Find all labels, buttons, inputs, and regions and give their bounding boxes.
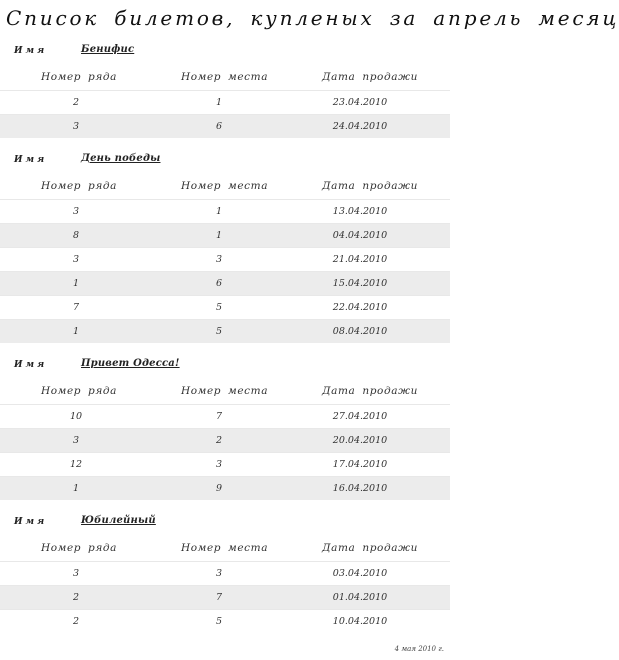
event-name: День победы (81, 153, 161, 164)
cell-row: 2 (72, 592, 80, 603)
cell-row: 12 (69, 459, 83, 470)
cell-seat: 7 (215, 592, 223, 603)
cell-seat: 6 (215, 121, 223, 132)
cell-row: 3 (72, 206, 80, 217)
cell-seat: 1 (215, 206, 223, 217)
table-row (0, 452, 450, 476)
cell-date: 16.04.2010 (332, 483, 388, 494)
name-label: Имя (14, 155, 48, 165)
table-row (0, 223, 450, 247)
group-header (0, 44, 450, 66)
column-header-row: Номер ряда (41, 71, 118, 83)
cell-seat: 5 (215, 326, 223, 337)
column-headers (0, 175, 450, 199)
cell-row: 3 (72, 254, 80, 265)
group-header (0, 515, 450, 537)
report-date: 4 мая 2010 г. (394, 645, 444, 653)
table-row (0, 247, 450, 271)
cell-date: 10.04.2010 (332, 616, 388, 627)
cell-seat: 5 (215, 616, 223, 627)
table-row (0, 476, 450, 500)
cell-date: 22.04.2010 (332, 302, 388, 313)
cell-seat: 6 (215, 278, 223, 289)
cell-row: 3 (72, 121, 80, 132)
cell-seat: 3 (215, 254, 223, 265)
column-header-seat: Номер места (181, 542, 269, 554)
cell-date: 01.04.2010 (332, 592, 388, 603)
column-header-date: Дата продажи (322, 542, 418, 554)
table-row (0, 199, 450, 223)
group-section (0, 358, 450, 500)
table-row (0, 609, 450, 633)
cell-date: 20.04.2010 (332, 435, 388, 446)
cell-date: 03.04.2010 (332, 568, 388, 579)
cell-row: 1 (72, 326, 80, 337)
name-label: Имя (14, 517, 48, 527)
cell-row: 7 (72, 302, 80, 313)
column-header-date: Дата продажи (322, 71, 418, 83)
table-row (0, 585, 450, 609)
ticket-table (0, 404, 450, 500)
table-row (0, 319, 450, 343)
cell-seat: 5 (215, 302, 223, 313)
cell-date: 24.04.2010 (332, 121, 388, 132)
column-header-date: Дата продажи (322, 385, 418, 397)
table-row (0, 90, 450, 114)
cell-seat: 9 (215, 483, 223, 494)
name-label: Имя (14, 46, 48, 56)
group-header (0, 358, 450, 380)
cell-seat: 1 (215, 230, 223, 241)
column-header-row: Номер ряда (41, 180, 118, 192)
report-title: Список билетов, купленых за апрель месяц (6, 6, 619, 30)
cell-seat: 7 (215, 411, 223, 422)
column-header-date: Дата продажи (322, 180, 418, 192)
column-header-seat: Номер места (181, 71, 269, 83)
table-row (0, 561, 450, 585)
cell-row: 1 (72, 483, 80, 494)
cell-seat: 3 (215, 568, 223, 579)
event-name: Привет Одесса! (81, 358, 180, 369)
ticket-table (0, 199, 450, 343)
ticket-table (0, 90, 450, 138)
column-headers (0, 380, 450, 404)
cell-row: 3 (72, 568, 80, 579)
cell-row: 2 (72, 97, 80, 108)
name-label: Имя (14, 360, 48, 370)
column-header-seat: Номер места (181, 385, 269, 397)
cell-date: 17.04.2010 (332, 459, 388, 470)
cell-date: 15.04.2010 (332, 278, 388, 289)
group-section (0, 515, 450, 633)
cell-date: 21.04.2010 (332, 254, 388, 265)
table-row (0, 114, 450, 138)
cell-row: 8 (72, 230, 80, 241)
cell-seat: 2 (215, 435, 223, 446)
cell-date: 27.04.2010 (332, 411, 388, 422)
table-row (0, 271, 450, 295)
column-header-row: Номер ряда (41, 542, 118, 554)
table-row (0, 295, 450, 319)
cell-row: 2 (72, 616, 80, 627)
ticket-table (0, 561, 450, 633)
cell-row: 1 (72, 278, 80, 289)
group-section (0, 44, 450, 138)
column-headers (0, 537, 450, 561)
cell-date: 04.04.2010 (332, 230, 388, 241)
column-headers (0, 66, 450, 90)
cell-seat: 1 (215, 97, 223, 108)
cell-seat: 3 (215, 459, 223, 470)
column-header-row: Номер ряда (41, 385, 118, 397)
cell-row: 3 (72, 435, 80, 446)
event-name: Юбилейный (81, 515, 156, 526)
cell-row: 10 (69, 411, 83, 422)
cell-date: 08.04.2010 (332, 326, 388, 337)
group-header (0, 153, 450, 175)
event-name: Бенифис (81, 44, 135, 55)
column-header-seat: Номер места (181, 180, 269, 192)
table-row (0, 428, 450, 452)
cell-date: 23.04.2010 (332, 97, 388, 108)
group-section (0, 153, 450, 343)
table-row (0, 404, 450, 428)
cell-date: 13.04.2010 (332, 206, 388, 217)
